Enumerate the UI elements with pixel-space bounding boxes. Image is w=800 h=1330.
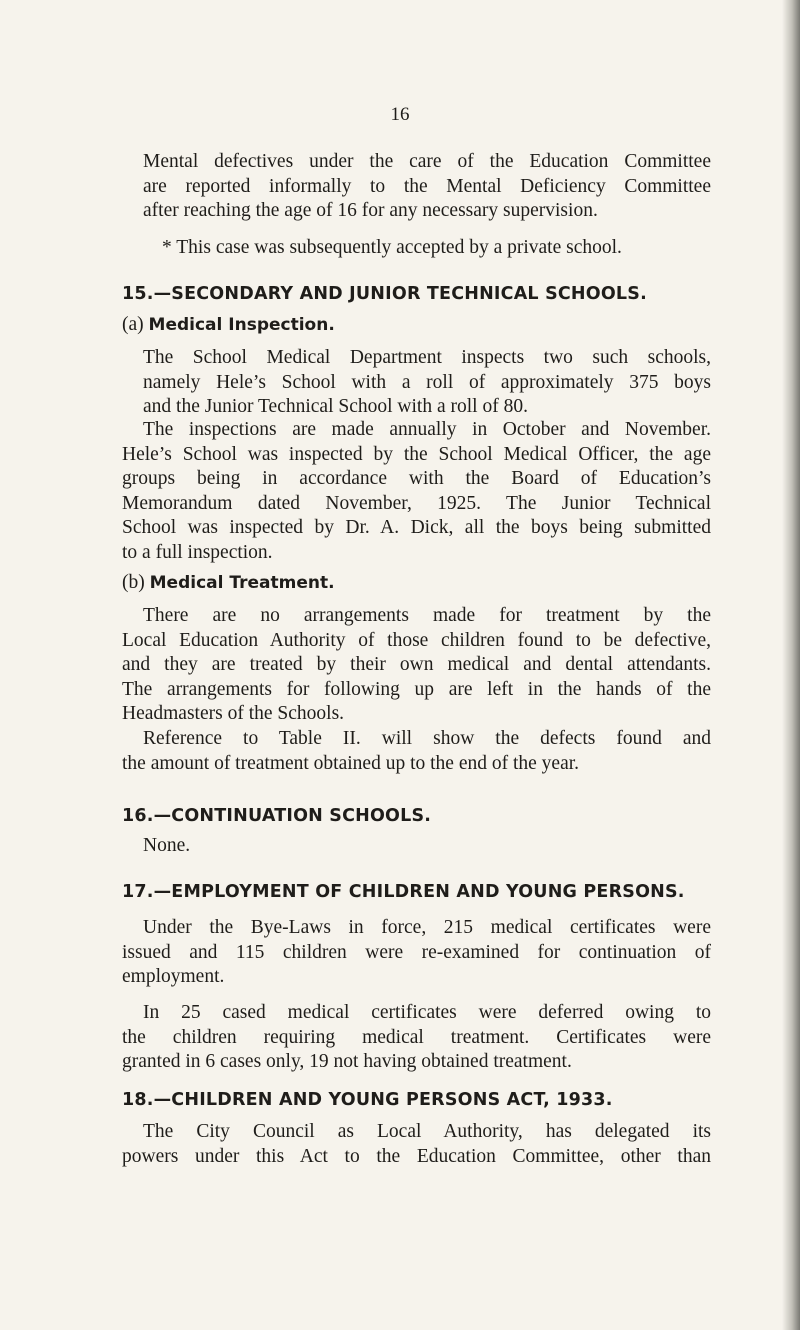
page-number: 16: [390, 104, 410, 125]
text-line: Under the Bye-Laws in force, 215 medical certificates were: [143, 917, 711, 938]
text-line: There are no arrangements made for treatment by the: [143, 605, 711, 626]
text-line: groups being in accordance with the Board of Education’s: [122, 468, 711, 489]
section-18-heading: 18.—CHILDREN AND YOUNG PERSONS ACT, 1933.: [122, 1090, 613, 1110]
text-line: The City Council as Local Authority, has delegated its: [143, 1121, 711, 1142]
section-15-heading: 15.—SECONDARY AND JUNIOR TECHNICAL SCHOOLS.: [122, 284, 647, 304]
text-line: issued and 115 children were re-examined for continuation of: [122, 941, 711, 963]
text-line: Local Education Authority of those children found to be defective,: [122, 629, 711, 651]
text-line: The inspections are made annually in October and November.: [143, 419, 711, 440]
subsection-b-title: Medical Treatment.: [149, 573, 335, 593]
text-line: Mental defectives under the care of the Education Committee: [143, 151, 711, 172]
subsection-b-heading: [122, 572, 335, 594]
subsection-a-heading: [122, 314, 335, 336]
text-line: after reaching the age of 16 for any necessary supervision.: [143, 200, 598, 221]
text-line: the children requiring medical treatment. Certificates were: [122, 1026, 711, 1048]
section-16-text: [143, 834, 711, 859]
intro-paragraph: [143, 150, 711, 224]
text-line: employment.: [122, 966, 225, 987]
section-15b-paragraph-2: [122, 727, 711, 776]
text-line: granted in 6 cases only, 19 not having obtained treatment.: [122, 1051, 572, 1072]
section-15b-paragraph-1: [122, 604, 711, 727]
section-17-heading: 17.—EMPLOYMENT OF CHILDREN AND YOUNG PERSONS.: [122, 882, 685, 902]
text-line: In 25 cased medical certificates were deferred owing to: [143, 1002, 711, 1023]
text-line: The School Medical Department inspects two such schools,: [143, 347, 711, 368]
text-line: namely Hele’s School with a roll of approximately 375 boys: [143, 371, 711, 393]
text-line: Headmasters of the Schools.: [122, 703, 345, 724]
section-17-paragraph-2: [122, 1001, 711, 1075]
text-line: and they are treated by their own medical and dental attendants.: [122, 654, 711, 675]
section-18-paragraph-1: [122, 1120, 711, 1169]
section-16-heading: 16.—CONTINUATION SCHOOLS.: [122, 806, 432, 826]
text-line: are reported informally to the Mental Deficiency Committee: [143, 175, 711, 197]
text-line: The arrangements for following up are left in the hands of the: [122, 678, 711, 700]
text-line: to a full inspection.: [122, 541, 273, 563]
text-line: Reference to Table II. will show the defects found and: [143, 728, 711, 749]
text-line: None.: [143, 835, 191, 856]
section-15a-paragraph-2: [122, 418, 711, 565]
subsection-b-label: (b): [122, 572, 145, 593]
text-line: * This case was subsequently accepted by a private school.: [162, 237, 622, 258]
footnote: [162, 236, 711, 261]
subsection-a-label: (a): [122, 314, 144, 335]
page-edge-shadow: [782, 0, 800, 1330]
text-line: powers under this Act to the Education Committee, other than: [122, 1145, 711, 1167]
subsection-a-title: Medical Inspection.: [148, 315, 335, 335]
text-line: Hele’s School was inspected by the School Medical Officer, the age: [122, 443, 711, 465]
text-line: School was inspected by Dr. A. Dick, all the boys being submitted: [122, 517, 711, 538]
text-line: and the Junior Technical School with a roll of 80.: [143, 396, 528, 417]
text-line: the amount of treatment obtained up to the end of the year.: [122, 752, 580, 774]
text-line: Memorandum dated November, 1925. The Junior Technical: [122, 492, 711, 514]
section-15a-paragraph-1: [143, 346, 711, 420]
section-17-paragraph-1: [122, 916, 711, 990]
